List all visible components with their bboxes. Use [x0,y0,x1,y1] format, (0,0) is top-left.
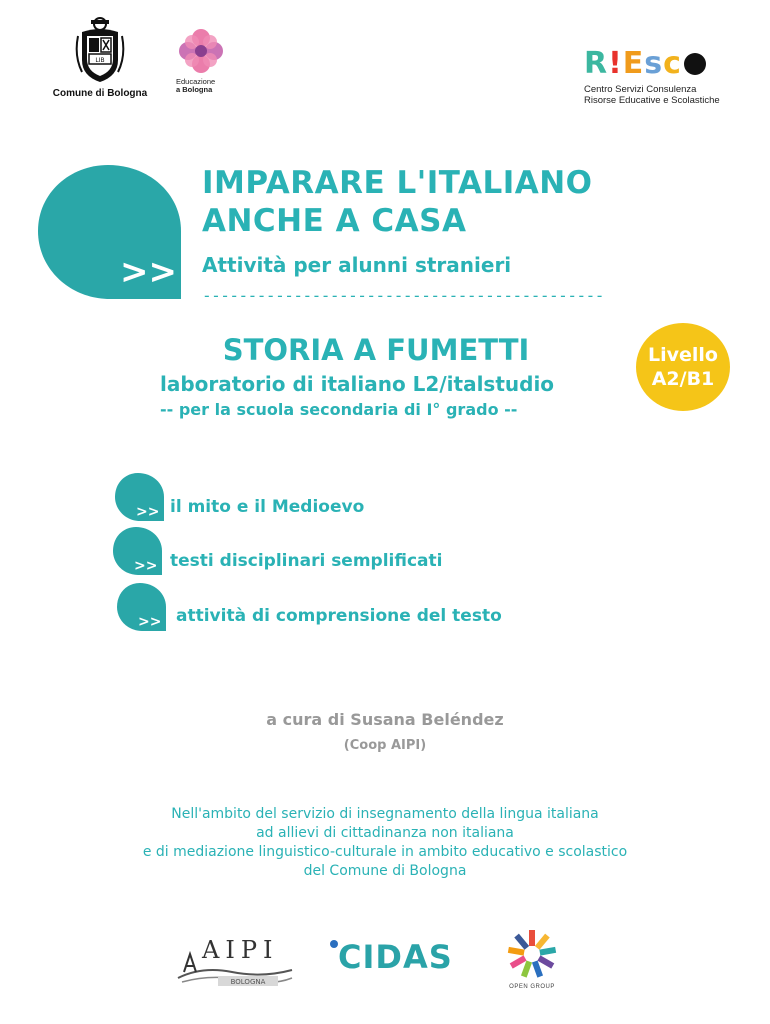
footer-line: ad allievi di cittadinanza non italiana [256,825,514,841]
bullet-text: attività di comprensione del testo [176,606,502,626]
bullet-text: testi disciplinari semplificati [170,551,443,571]
curator: a cura di Susana Beléndez [266,710,504,729]
flower-icon [176,26,226,76]
footer-line: Nell'ambito del servizio di insegnamento della lingua italiana [171,806,599,822]
riesco-line1: Centro Servizi Consulenza [584,84,697,95]
cidas-wordmark: CIDAS [338,938,453,976]
svg-text:LIB: LIB [95,57,105,64]
main-title [202,164,593,240]
comune-label: Comune di Bologna [52,88,148,99]
level-badge [636,323,730,411]
bullet-marker: >> [138,614,162,630]
aipi-sub: BOLOGNA [230,978,266,986]
organization: (Coop AIPI) [343,738,427,753]
bullet-bubble-icon [112,526,164,576]
bullet-marker: >> [134,558,158,574]
footer-line: e di mediazione linguistico-culturale in ambito educativo e scolastico [142,844,628,860]
title-line1: IMPARARE L'ITALIANO [202,165,593,201]
comune-di-bologna-logo [50,16,150,99]
subtitle: Attività per alunni stranieri [202,253,512,277]
school-level: -- per la scuola secondaria di I° grado -- [160,400,518,419]
bullet-text: il mito e il Medioevo [170,497,365,517]
level-badge-line1: Livello [648,344,718,366]
aipi-letters: AIPI [202,936,279,964]
title-line2: ANCHE A CASA [202,203,467,239]
riesco-line2: Risorse Educative e Scolastiche [584,95,720,106]
level-badge-line2: A2/B1 [651,368,715,390]
riesco-logo [584,48,754,106]
bullet-bubble-icon [114,472,166,522]
section-title-text: STORIA A FUMETTI [222,333,530,367]
footer-statement [0,805,770,881]
aipi-logo [172,932,296,992]
educazione-bologna-logo [170,26,232,94]
footer-line: del Comune di Bologna [303,863,467,879]
speech-bubble-icon [36,163,186,303]
bullet-bubble-icon [116,582,168,632]
star-burst-icon [504,928,560,980]
educazione-line2: a Bologna [176,85,213,94]
open-group-logo [502,928,562,990]
bullet-marker: >> [136,504,160,520]
coat-of-arms-icon [74,16,126,86]
svg-text:>>: >> [120,252,177,292]
lab-subtitle: laboratorio di italiano L2/italstudio [160,372,555,396]
riesco-wordmark: R!Esc [584,48,754,80]
educazione-line1: Educazione [176,77,216,86]
divider: -------------------------------------------- [202,286,604,305]
cidas-logo [330,938,453,976]
open-group-label: OPEN GROUP [509,984,555,990]
